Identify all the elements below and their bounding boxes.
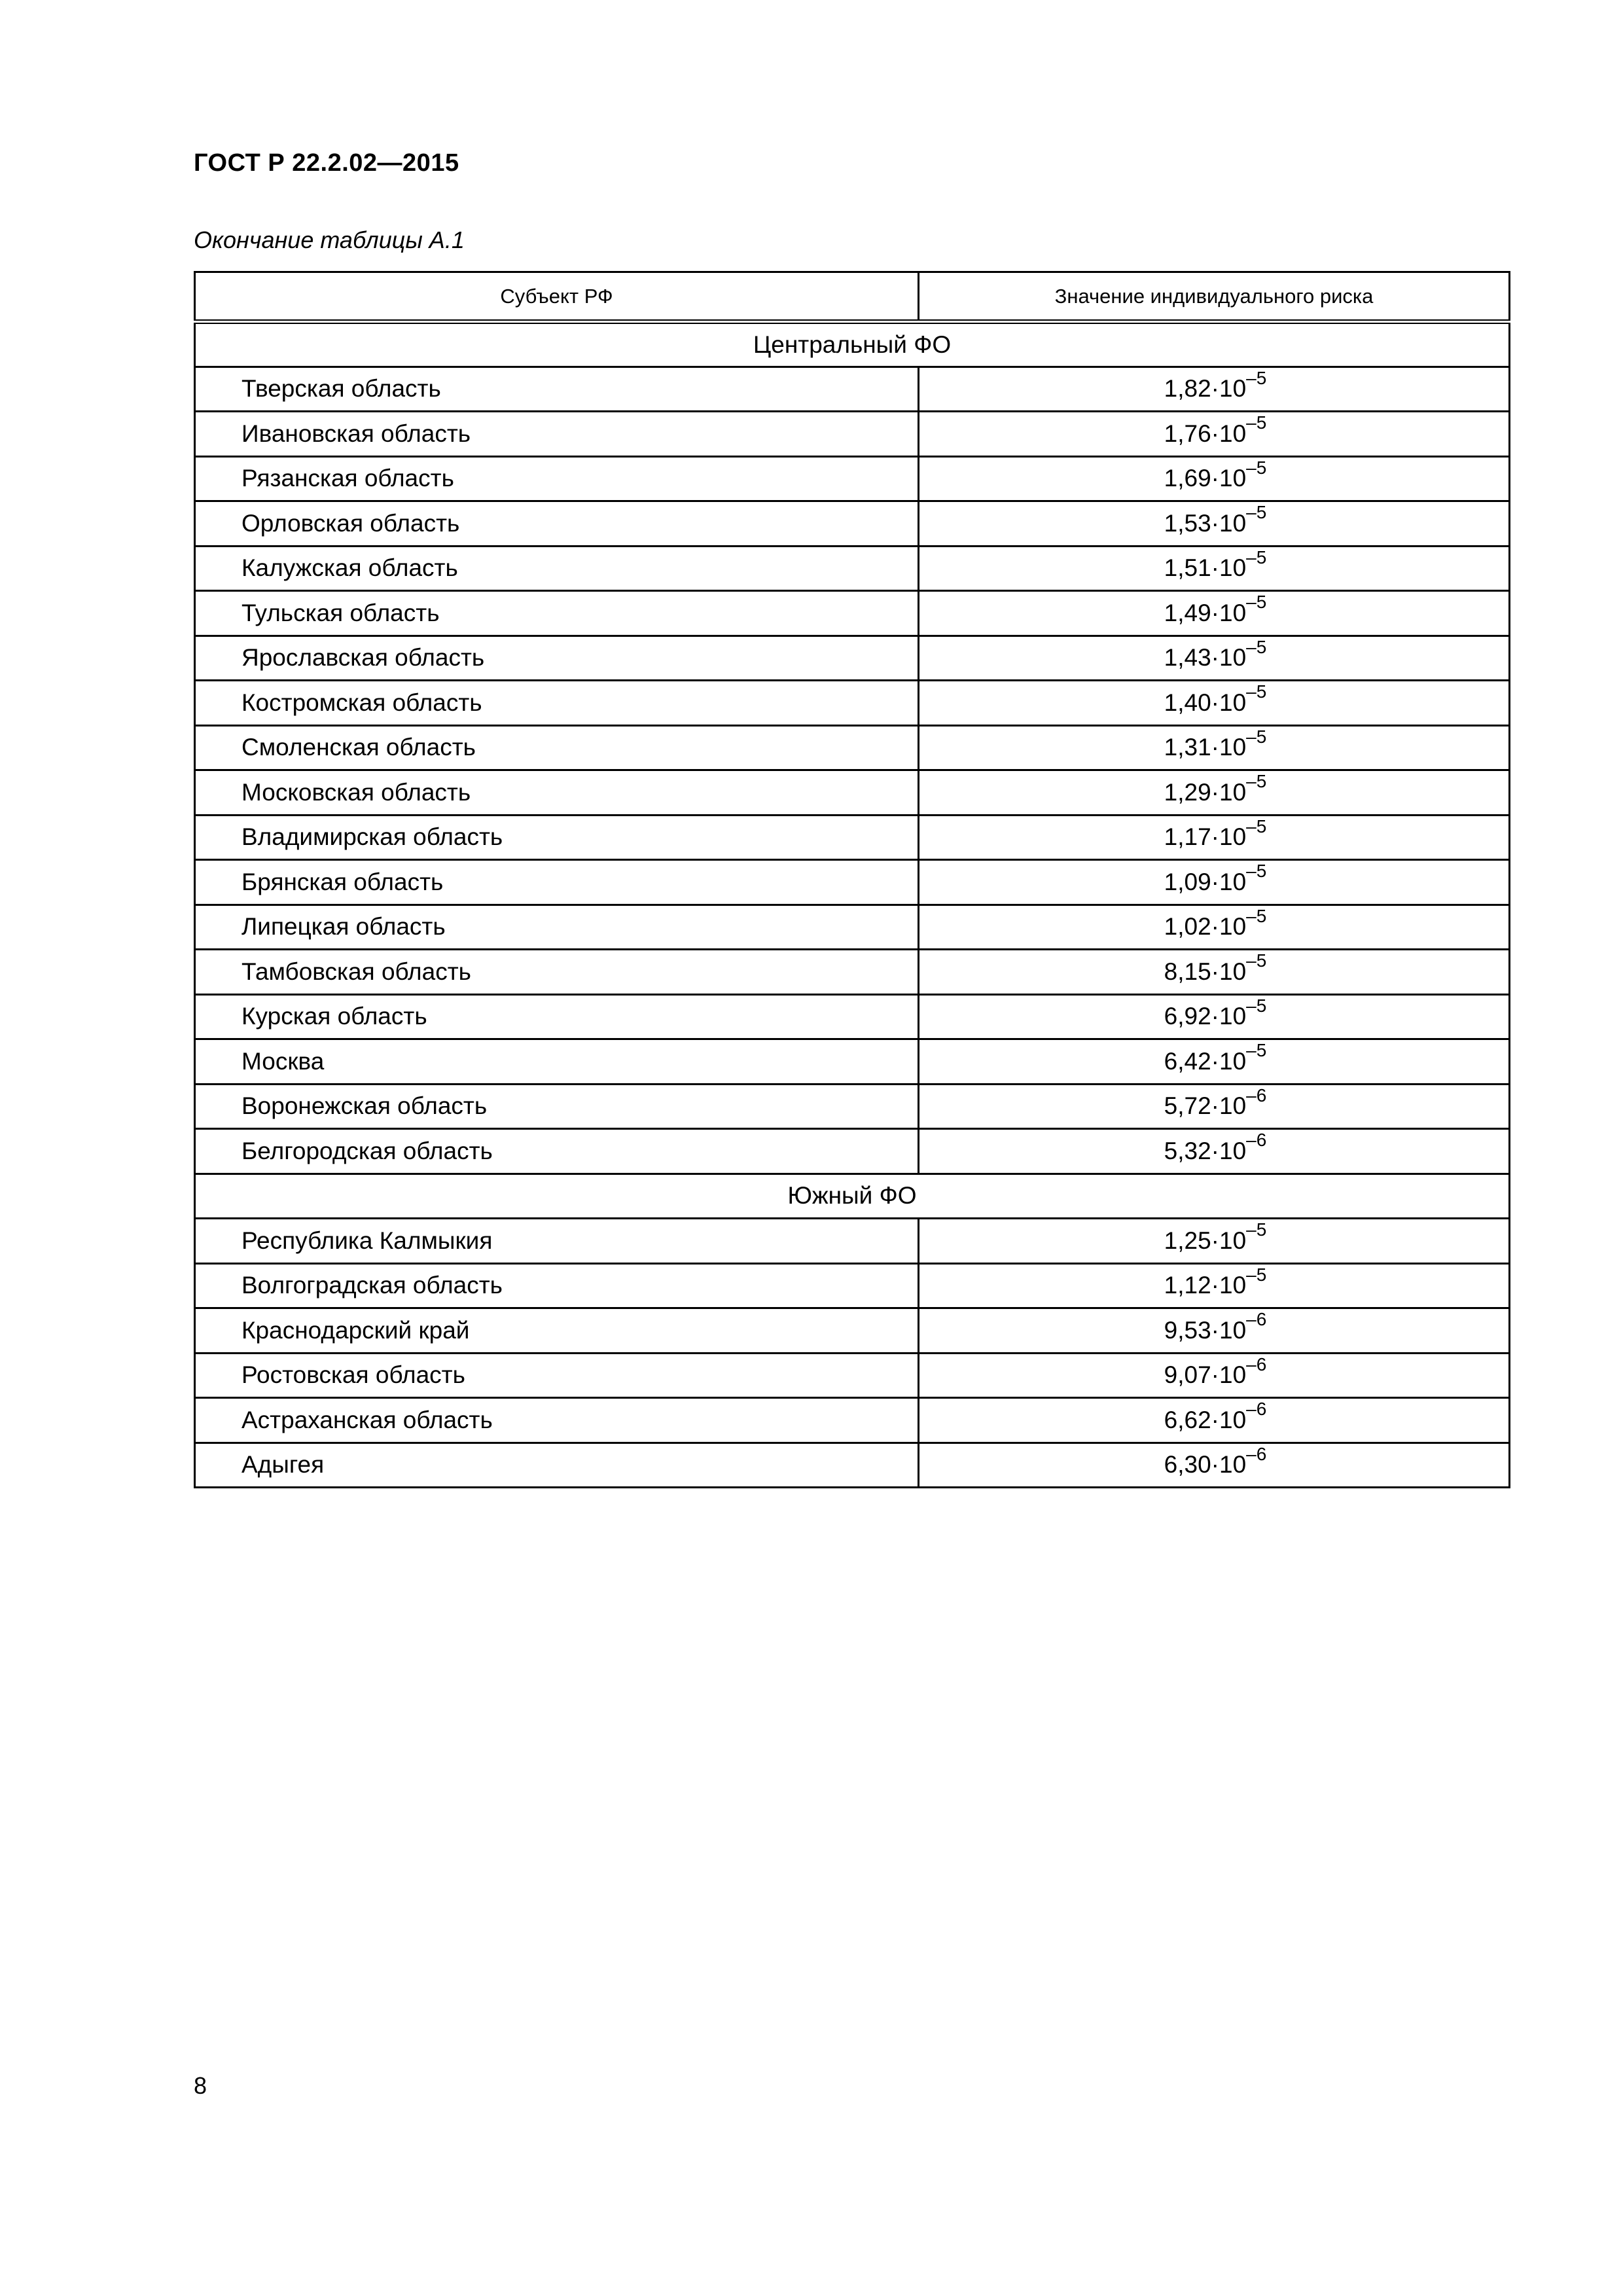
table-row xyxy=(195,1308,1510,1354)
subject-name-cell: Московская область xyxy=(195,770,919,816)
risk-value-mantissa: 1,25·10 xyxy=(1164,1227,1247,1254)
table-row xyxy=(195,501,1510,547)
risk-value-exponent: –6 xyxy=(1246,1085,1267,1105)
risk-value-cell xyxy=(919,725,1510,770)
table-row xyxy=(195,815,1510,860)
risk-value-cell xyxy=(919,770,1510,816)
risk-value xyxy=(1164,457,1267,492)
table-row xyxy=(195,1084,1510,1129)
risk-value xyxy=(1164,816,1267,851)
risk-value-exponent: –5 xyxy=(1246,950,1267,971)
subject-name-cell: Брянская область xyxy=(195,860,919,905)
risk-value-mantissa: 1,31·10 xyxy=(1164,734,1247,761)
risk-value-exponent: –5 xyxy=(1246,457,1267,478)
risk-value-mantissa: 1,82·10 xyxy=(1164,375,1247,403)
risk-value-mantissa: 1,76·10 xyxy=(1164,420,1247,447)
risk-value-exponent: –5 xyxy=(1246,367,1267,388)
risk-value-mantissa: 6,42·10 xyxy=(1164,1047,1247,1075)
risk-value xyxy=(1164,950,1267,986)
risk-value-cell xyxy=(919,1084,1510,1129)
subject-name-cell: Краснодарский край xyxy=(195,1308,919,1354)
table-row xyxy=(195,546,1510,591)
subject-name-cell: Ивановская область xyxy=(195,412,919,457)
subject-name-cell: Астраханская область xyxy=(195,1398,919,1443)
risk-value-exponent: –6 xyxy=(1246,1399,1267,1420)
subject-name-cell: Костромская область xyxy=(195,681,919,726)
table-header-row xyxy=(195,272,1510,322)
subject-name-cell: Тверская область xyxy=(195,367,919,412)
risk-value-cell xyxy=(919,1219,1510,1264)
column-header-risk-value: Значение индивидуального риска xyxy=(919,272,1510,322)
column-header-subject: Субъект РФ xyxy=(195,272,919,322)
risk-value xyxy=(1164,1354,1267,1389)
table-row xyxy=(195,994,1510,1039)
table-row xyxy=(195,905,1510,950)
subject-name-cell: Москва xyxy=(195,1039,919,1085)
risk-value xyxy=(1164,1130,1267,1165)
risk-value-exponent: –5 xyxy=(1246,995,1267,1016)
table-row xyxy=(195,591,1510,636)
risk-value-cell xyxy=(919,591,1510,636)
table-head xyxy=(195,272,1510,322)
subject-name-cell: Калужская область xyxy=(195,546,919,591)
risk-value-mantissa: 6,62·10 xyxy=(1164,1406,1247,1433)
risk-value xyxy=(1164,412,1267,448)
subject-name-cell: Адыгея xyxy=(195,1443,919,1488)
risk-value-exponent: –5 xyxy=(1246,502,1267,523)
risk-value xyxy=(1164,681,1267,717)
section-title: Южный ФО xyxy=(195,1174,1510,1219)
risk-value-mantissa: 9,07·10 xyxy=(1164,1361,1247,1389)
risk-value-cell xyxy=(919,994,1510,1039)
risk-value xyxy=(1164,592,1267,627)
risk-value-mantissa: 1,49·10 xyxy=(1164,599,1247,626)
risk-value-mantissa: 1,17·10 xyxy=(1164,823,1247,851)
subject-name-cell: Смоленская область xyxy=(195,725,919,770)
risk-value-mantissa: 1,09·10 xyxy=(1164,868,1247,895)
risk-value-mantissa: 6,92·10 xyxy=(1164,1003,1247,1030)
table-row xyxy=(195,367,1510,412)
table-caption: Окончание таблицы А.1 xyxy=(194,226,465,253)
section-row xyxy=(195,1174,1510,1219)
risk-value-cell xyxy=(919,1443,1510,1488)
risk-value xyxy=(1164,1443,1267,1479)
risk-value-mantissa: 1,12·10 xyxy=(1164,1272,1247,1299)
risk-value xyxy=(1164,1219,1267,1255)
risk-value-exponent: –5 xyxy=(1246,816,1267,836)
risk-value-mantissa: 1,29·10 xyxy=(1164,778,1247,806)
risk-value-exponent: –5 xyxy=(1246,1040,1267,1061)
risk-value-exponent: –5 xyxy=(1246,726,1267,747)
risk-value-exponent: –6 xyxy=(1246,1354,1267,1374)
risk-value xyxy=(1164,861,1267,896)
table-row xyxy=(195,1129,1510,1174)
section-title: Центральный ФО xyxy=(195,322,1510,367)
table-row xyxy=(195,1398,1510,1443)
table-row xyxy=(195,725,1510,770)
risk-table xyxy=(194,271,1510,1488)
risk-value-cell xyxy=(919,367,1510,412)
table-row xyxy=(195,1443,1510,1488)
subject-name-cell: Орловская область xyxy=(195,501,919,547)
subject-name-cell: Волгоградская область xyxy=(195,1263,919,1308)
risk-value-exponent: –5 xyxy=(1246,547,1267,567)
subject-name-cell: Республика Калмыкия xyxy=(195,1219,919,1264)
risk-value-cell xyxy=(919,905,1510,950)
risk-value-cell xyxy=(919,1263,1510,1308)
subject-name-cell: Тульская область xyxy=(195,591,919,636)
risk-value xyxy=(1164,726,1267,761)
subject-name-cell: Липецкая область xyxy=(195,905,919,950)
document-header-title: ГОСТ Р 22.2.02—2015 xyxy=(194,149,459,177)
subject-name-cell: Курская область xyxy=(195,994,919,1039)
section-row xyxy=(195,322,1510,367)
risk-value-cell xyxy=(919,412,1510,457)
risk-value-exponent: –6 xyxy=(1246,1443,1267,1464)
table-row xyxy=(195,950,1510,995)
risk-value xyxy=(1164,1309,1267,1344)
risk-value-mantissa: 1,69·10 xyxy=(1164,465,1247,492)
table-row xyxy=(195,1263,1510,1308)
risk-value-cell xyxy=(919,815,1510,860)
subject-name-cell: Рязанская область xyxy=(195,456,919,501)
risk-value-mantissa: 6,30·10 xyxy=(1164,1451,1247,1479)
page-number: 8 xyxy=(194,2072,207,2099)
subject-name-cell: Тамбовская область xyxy=(195,950,919,995)
table-row xyxy=(195,1039,1510,1085)
risk-value-cell xyxy=(919,950,1510,995)
risk-value-exponent: –5 xyxy=(1246,681,1267,702)
risk-value xyxy=(1164,1085,1267,1120)
risk-value-mantissa: 8,15·10 xyxy=(1164,958,1247,985)
subject-name-cell: Воронежская область xyxy=(195,1084,919,1129)
risk-value-mantissa: 9,53·10 xyxy=(1164,1316,1247,1344)
table-row xyxy=(195,860,1510,905)
risk-value xyxy=(1164,502,1267,537)
subject-name-cell: Владимирская область xyxy=(195,815,919,860)
risk-value-cell xyxy=(919,546,1510,591)
risk-value-cell xyxy=(919,1129,1510,1174)
table-row xyxy=(195,681,1510,726)
subject-name-cell: Ярославская область xyxy=(195,636,919,681)
risk-value-cell xyxy=(919,501,1510,547)
table-row xyxy=(195,636,1510,681)
risk-value-exponent: –5 xyxy=(1246,1219,1267,1240)
risk-value-mantissa: 5,32·10 xyxy=(1164,1137,1247,1164)
table-body xyxy=(195,322,1510,1488)
risk-value xyxy=(1164,905,1267,941)
risk-value-cell xyxy=(919,1308,1510,1354)
risk-value-exponent: –5 xyxy=(1246,861,1267,882)
risk-value-cell xyxy=(919,860,1510,905)
risk-value xyxy=(1164,771,1267,806)
risk-value-exponent: –5 xyxy=(1246,771,1267,792)
table-row xyxy=(195,456,1510,501)
risk-value-mantissa: 1,40·10 xyxy=(1164,689,1247,716)
risk-value-cell xyxy=(919,1398,1510,1443)
risk-value-exponent: –5 xyxy=(1246,905,1267,926)
risk-value-mantissa: 1,02·10 xyxy=(1164,913,1247,941)
risk-value-exponent: –6 xyxy=(1246,1130,1267,1151)
table-row xyxy=(195,1353,1510,1398)
risk-value-exponent: –5 xyxy=(1246,1264,1267,1285)
table-row xyxy=(195,1219,1510,1264)
risk-value xyxy=(1164,995,1267,1030)
risk-value xyxy=(1164,1399,1267,1434)
subject-name-cell: Белгородская область xyxy=(195,1129,919,1174)
risk-value xyxy=(1164,1040,1267,1075)
risk-value-mantissa: 1,53·10 xyxy=(1164,509,1247,537)
risk-value-mantissa: 1,51·10 xyxy=(1164,554,1247,582)
table-row xyxy=(195,412,1510,457)
risk-value xyxy=(1164,547,1267,582)
risk-value-cell xyxy=(919,681,1510,726)
risk-value-exponent: –5 xyxy=(1246,592,1267,613)
risk-value-exponent: –5 xyxy=(1246,412,1267,433)
table-row xyxy=(195,770,1510,816)
risk-value-cell xyxy=(919,1353,1510,1398)
risk-value xyxy=(1164,1264,1267,1299)
risk-value xyxy=(1164,367,1267,403)
risk-value-mantissa: 1,43·10 xyxy=(1164,644,1247,672)
risk-value-exponent: –5 xyxy=(1246,636,1267,657)
risk-value-cell xyxy=(919,456,1510,501)
risk-value-cell xyxy=(919,1039,1510,1085)
risk-value-exponent: –6 xyxy=(1246,1309,1267,1330)
risk-value-cell xyxy=(919,636,1510,681)
risk-value-mantissa: 5,72·10 xyxy=(1164,1092,1247,1120)
subject-name-cell: Ростовская область xyxy=(195,1353,919,1398)
risk-value xyxy=(1164,636,1267,672)
